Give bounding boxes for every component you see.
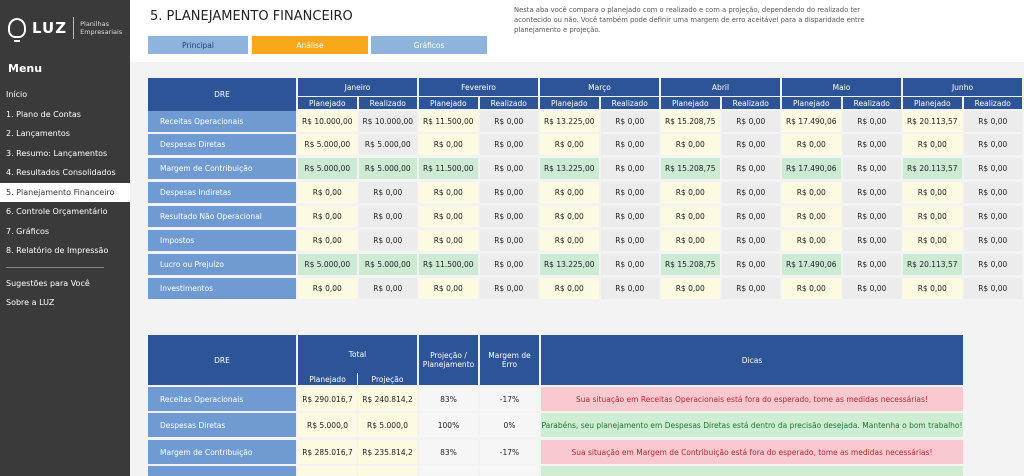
table-cell[interactable]: R$ 11.500,00 [419, 254, 478, 275]
sub-header-planejado: Planejado [298, 97, 357, 109]
table-cell[interactable]: R$ 0,00 [782, 230, 841, 251]
month-header: Maio [782, 78, 901, 96]
header [130, 0, 1024, 62]
table-cell[interactable]: R$ 0,00 [480, 206, 539, 227]
tab-graficos[interactable]: Gráficos [371, 36, 487, 54]
table-cell-planejado[interactable]: R$ 285.016,7 [298, 440, 357, 464]
header-line: Erro [501, 360, 518, 369]
table-cell-planejado[interactable]: R$ 5.000,0 [298, 413, 357, 437]
column-header-margem-erro [480, 335, 539, 385]
column-header-dicas: Dicas [541, 335, 963, 385]
tip-cell: Sua situação em Margem de Contribuição está fora do esperado, tome as medidas necessárias! [541, 440, 963, 464]
table-cell[interactable]: R$ 0,00 [419, 230, 478, 251]
table-cell[interactable]: R$ 5.000,00 [298, 158, 357, 179]
tip-cell: Parabéns, seu planejamento em Despesas Diretas está dentro da precisão desejada. Mantenha o bom trabalho! [541, 413, 963, 437]
table-cell[interactable]: R$ 0,00 [722, 206, 781, 227]
sidebar-item[interactable]: 5. Planejamento Financeiro [0, 183, 130, 203]
row-label[interactable]: Lucro ou Prejuízo [148, 254, 296, 275]
table-cell[interactable]: R$ 0,00 [903, 134, 962, 155]
table-cell[interactable]: R$ 0,00 [601, 230, 660, 251]
month-header: Março [540, 78, 659, 96]
table-cell[interactable]: R$ 0,00 [964, 230, 1023, 251]
table-cell[interactable]: R$ 0,00 [601, 254, 660, 275]
table-cell[interactable]: R$ 0,00 [782, 278, 841, 299]
table-cell[interactable]: R$ 0,00 [419, 182, 478, 203]
header-line: Planejamento [422, 360, 475, 369]
table-cell[interactable]: R$ 0,00 [359, 206, 418, 227]
table-cell[interactable]: R$ 0,00 [964, 158, 1023, 179]
table-cell[interactable]: R$ 0,00 [419, 206, 478, 227]
table-cell[interactable]: R$ 0,00 [601, 206, 660, 227]
table-cell[interactable]: R$ 0,00 [722, 254, 781, 275]
table-cell[interactable]: R$ 0,00 [964, 278, 1023, 299]
row-label[interactable]: Receitas Operacionais [148, 111, 296, 132]
sub-header-projecao: Projeção [358, 373, 417, 385]
table-cell[interactable]: R$ 5.000,00 [359, 134, 418, 155]
logo-divider [73, 17, 74, 39]
month-header: Junho [903, 78, 1022, 96]
table-cell[interactable]: R$ 17.490,06 [782, 158, 841, 179]
table-cell[interactable]: R$ 17.490,06 [782, 254, 841, 275]
table-cell[interactable]: R$ 0,00 [722, 111, 781, 132]
page-description: Nesta aba você compara o planejado com o realizado e com a projeção, dependendo do realizado ter acontecido ou não. Você também pode definir uma margem de erro aceitável para a disparidade entre planejamento e projeção. [514, 6, 865, 34]
table-cell[interactable]: R$ 0,00 [540, 206, 599, 227]
sidebar-extra-item[interactable]: Sugestões para Você [6, 278, 90, 288]
table-cell[interactable]: R$ 0,00 [843, 158, 902, 179]
table-cell-margin[interactable]: 0% [480, 413, 539, 437]
table-cell-projecao[interactable]: R$ 240.814,2 [358, 387, 417, 411]
table-cell[interactable]: R$ 13.225,00 [540, 158, 599, 179]
table-cell[interactable]: R$ 13.225,00 [540, 111, 599, 132]
table-cell[interactable]: R$ 0,00 [480, 134, 539, 155]
row-label[interactable]: Margem de Contribuição [148, 158, 296, 179]
tip-cell-partial [541, 466, 963, 476]
row-label[interactable]: Despesas Diretas [148, 134, 296, 155]
table-cell-ratio[interactable]: 100% [419, 413, 478, 437]
table-cell[interactable]: R$ 0,00 [359, 182, 418, 203]
table-cell[interactable]: R$ 0,00 [903, 206, 962, 227]
sub-header-planejado: Planejado [298, 373, 357, 385]
page-title: 5. PLANEJAMENTO FINANCEIRO [150, 9, 353, 24]
table-cell[interactable]: R$ 0,00 [903, 182, 962, 203]
row-label[interactable]: Impostos [148, 230, 296, 251]
table-cell[interactable]: R$ 0,00 [661, 230, 720, 251]
table-cell[interactable]: R$ 0,00 [419, 278, 478, 299]
table-cell[interactable]: R$ 0,00 [480, 111, 539, 132]
tip-cell: Sua situação em Receitas Operacionais está fora do esperado, tome as medidas necessárias! [541, 387, 963, 411]
sidebar-extra-item[interactable]: Sobre a LUZ [6, 298, 55, 307]
table-cell[interactable]: R$ 0,00 [359, 278, 418, 299]
table-cell[interactable]: R$ 0,00 [540, 182, 599, 203]
row-label[interactable]: Despesas Diretas [148, 413, 296, 437]
table-cell[interactable]: R$ 0,00 [298, 206, 357, 227]
table-cell[interactable]: R$ 0,00 [540, 230, 599, 251]
table-cell[interactable]: R$ 0,00 [661, 182, 720, 203]
table-cell[interactable]: R$ 0,00 [964, 111, 1023, 132]
table-cell[interactable]: R$ 0,00 [843, 134, 902, 155]
table-cell[interactable]: R$ 17.490,06 [782, 111, 841, 132]
table-cell[interactable]: R$ 0,00 [298, 182, 357, 203]
table-cell[interactable]: R$ 15.208,75 [661, 158, 720, 179]
table-cell[interactable]: R$ 0,00 [298, 230, 357, 251]
sub-header-planejado: Planejado [661, 97, 720, 109]
tab-principal[interactable]: Principal [148, 36, 248, 54]
row-label[interactable]: Despesas Indiretas [148, 182, 296, 203]
sub-header-realizado: Realizado [601, 97, 660, 109]
brand-subtitle [80, 20, 122, 36]
month-header: Fevereiro [419, 78, 538, 96]
brand-name: LUZ [32, 19, 68, 37]
sidebar-item[interactable]: 6. Controle Orçamentário [6, 207, 108, 216]
table-cell[interactable]: R$ 10.000,00 [359, 111, 418, 132]
column-header-total: Total [298, 335, 417, 373]
sub-header-planejado: Planejado [782, 97, 841, 109]
table-cell[interactable]: R$ 0,00 [722, 158, 781, 179]
table-cell-margin[interactable]: -17% [480, 387, 539, 411]
table-cell[interactable]: R$ 0,00 [782, 182, 841, 203]
table-cell-margin[interactable]: -17% [480, 440, 539, 464]
row-label[interactable]: Receitas Operacionais [148, 387, 296, 411]
row-label[interactable]: Resultado Não Operacional [148, 206, 296, 227]
sub-header-planejado: Planejado [419, 97, 478, 109]
table-cell[interactable]: R$ 5.000,00 [359, 254, 418, 275]
sidebar-item[interactable]: Início [6, 90, 28, 99]
column-header-dre: DRE [148, 335, 296, 385]
table-cell[interactable]: R$ 0,00 [903, 278, 962, 299]
sub-header-realizado: Realizado [843, 97, 902, 109]
table-cell[interactable]: R$ 20.113,57 [903, 254, 962, 275]
table-cell[interactable]: R$ 0,00 [601, 278, 660, 299]
table-cell[interactable]: R$ 0,00 [722, 182, 781, 203]
table-cell[interactable]: R$ 0,00 [601, 134, 660, 155]
sidebar [0, 0, 130, 476]
table-cell[interactable]: R$ 5.000,00 [298, 134, 357, 155]
table-cell[interactable]: R$ 0,00 [843, 230, 902, 251]
table-cell[interactable]: R$ 15.208,75 [661, 254, 720, 275]
brand-subtitle-line1: Planilhas [80, 20, 110, 28]
table-cell[interactable]: R$ 15.208,75 [661, 111, 720, 132]
table-cell[interactable]: R$ 0,00 [480, 158, 539, 179]
sidebar-item[interactable]: 7. Gráficos [6, 226, 50, 236]
table-cell[interactable]: R$ 0,00 [843, 254, 902, 275]
sidebar-item[interactable]: 8. Relatório de Impressão [6, 246, 109, 255]
sidebar-item[interactable]: 2. Lançamentos [6, 129, 70, 138]
table-cell[interactable]: R$ 5.000,00 [298, 254, 357, 275]
table-cell[interactable]: R$ 0,00 [661, 206, 720, 227]
sidebar-item[interactable]: 4. Resultados Consolidados [6, 168, 116, 177]
table-cell[interactable]: R$ 0,00 [843, 182, 902, 203]
table-cell[interactable]: R$ 0,00 [540, 278, 599, 299]
sub-header-realizado: Realizado [480, 97, 539, 109]
table-cell-partial [358, 466, 417, 476]
brand-subtitle-line2: Empresariais [80, 28, 123, 36]
table-cell[interactable]: R$ 0,00 [782, 206, 841, 227]
table-cell[interactable]: R$ 0,00 [540, 134, 599, 155]
sub-header-realizado: Realizado [964, 97, 1023, 109]
table-cell[interactable]: R$ 0,00 [843, 278, 902, 299]
table-cell[interactable]: R$ 11.500,00 [419, 158, 478, 179]
table-cell[interactable]: R$ 20.113,57 [903, 158, 962, 179]
table-cell[interactable]: R$ 0,00 [661, 134, 720, 155]
table-cell[interactable]: R$ 0,00 [601, 158, 660, 179]
table-cell[interactable]: R$ 13.225,00 [540, 254, 599, 275]
table-cell[interactable]: R$ 11.500,00 [419, 111, 478, 132]
sidebar-item[interactable]: 1. Plano de Contas [6, 109, 81, 119]
table-cell[interactable]: R$ 0,00 [964, 206, 1023, 227]
menu-title: Menu [8, 62, 43, 75]
table-cell[interactable]: R$ 0,00 [661, 278, 720, 299]
sub-header-realizado: Realizado [359, 97, 418, 109]
table-cell[interactable]: R$ 0,00 [298, 278, 357, 299]
table-cell-ratio[interactable]: 83% [419, 387, 478, 411]
table-cell[interactable]: R$ 10.000,00 [298, 111, 357, 132]
table-cell[interactable]: R$ 0,00 [903, 230, 962, 251]
header-line: Margem de [488, 351, 531, 360]
table-cell[interactable]: R$ 0,00 [419, 134, 478, 155]
table-cell-partial [480, 466, 539, 476]
column-header-projecao-planejamento [419, 335, 478, 385]
table-cell[interactable]: R$ 0,00 [964, 254, 1023, 275]
table-cell[interactable]: R$ 0,00 [964, 134, 1023, 155]
sub-header-planejado: Planejado [540, 97, 599, 109]
table-cell[interactable]: R$ 0,00 [601, 182, 660, 203]
table-cell[interactable]: R$ 0,00 [843, 111, 902, 132]
sub-header-realizado: Realizado [722, 97, 781, 109]
row-label-partial [148, 466, 296, 476]
table-cell[interactable]: R$ 0,00 [722, 230, 781, 251]
table-cell-planejado[interactable]: R$ 290.016,7 [298, 387, 357, 411]
column-header-dre: DRE [148, 78, 296, 111]
table-cell[interactable]: R$ 0,00 [480, 254, 539, 275]
table-cell[interactable]: R$ 0,00 [480, 278, 539, 299]
month-header: Janeiro [298, 78, 417, 96]
table-cell[interactable]: R$ 0,00 [722, 278, 781, 299]
table-cell[interactable]: R$ 5.000,00 [359, 158, 418, 179]
month-header: Abril [661, 78, 780, 96]
brand-logo[interactable] [0, 0, 130, 56]
table-cell-projecao[interactable]: R$ 5.000,0 [358, 413, 417, 437]
sub-header-planejado: Planejado [903, 97, 962, 109]
table-cell[interactable]: R$ 0,00 [480, 230, 539, 251]
table-cell[interactable]: R$ 0,00 [843, 206, 902, 227]
table-cell-partial [419, 466, 478, 476]
tab-analise[interactable]: Análise [252, 36, 368, 54]
lightbulb-icon [8, 18, 26, 38]
menu-divider [6, 267, 104, 268]
table-cell[interactable]: R$ 0,00 [480, 182, 539, 203]
table-cell-partial [298, 466, 357, 476]
table-cell[interactable]: R$ 0,00 [601, 111, 660, 132]
table-cell[interactable]: R$ 0,00 [722, 134, 781, 155]
row-label[interactable]: Margem de Contribuição [148, 440, 296, 464]
table-cell[interactable]: R$ 0,00 [782, 134, 841, 155]
header-line: Projeção / [430, 351, 467, 360]
table-cell[interactable]: R$ 0,00 [359, 230, 418, 251]
table-cell-projecao[interactable]: R$ 235.814,2 [358, 440, 417, 464]
table-cell[interactable]: R$ 0,00 [964, 182, 1023, 203]
table-cell[interactable]: R$ 20.113,57 [903, 111, 962, 132]
row-label[interactable]: Investimentos [148, 278, 296, 299]
table-cell-ratio[interactable]: 83% [419, 440, 478, 464]
sidebar-item[interactable]: 3. Resumo: Lançamentos [6, 148, 108, 158]
